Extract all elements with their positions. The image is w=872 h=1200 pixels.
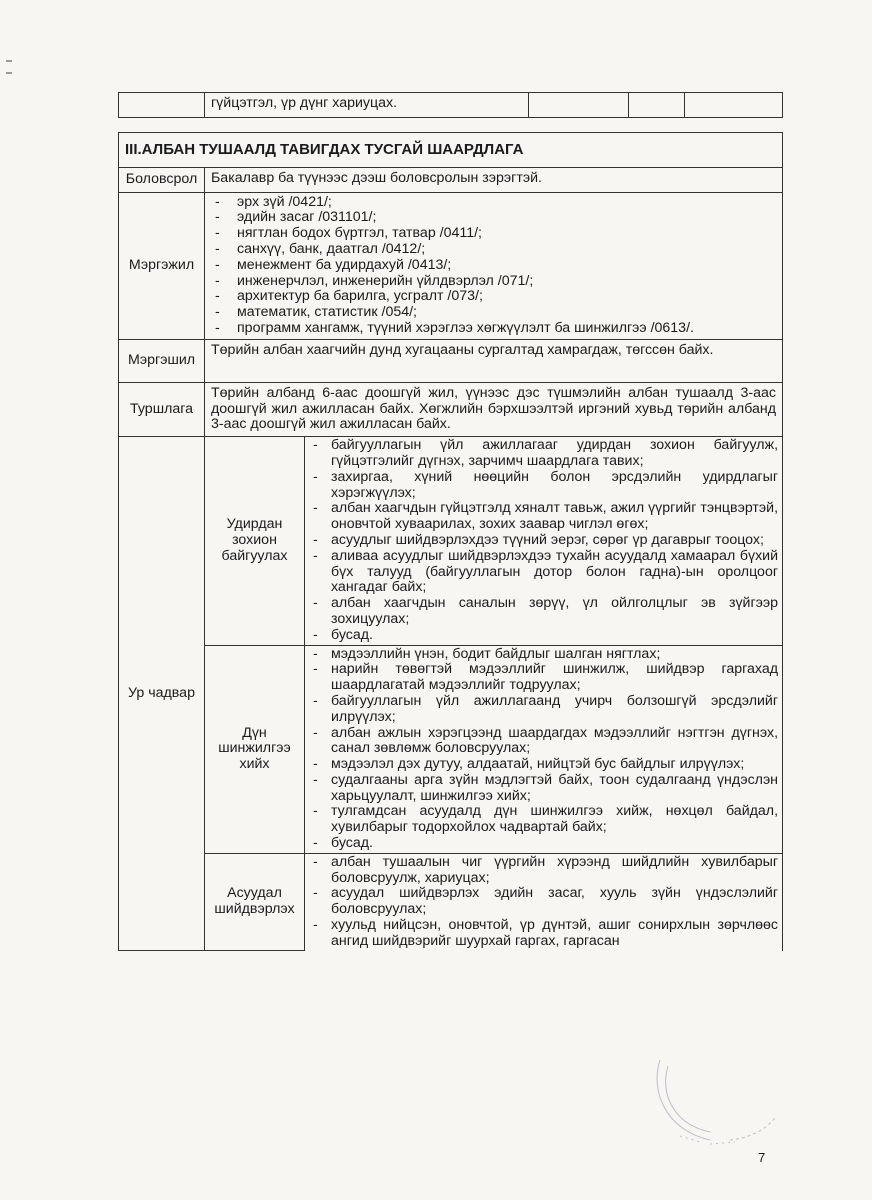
section-title: III.АЛБАН ТУШААЛД ТАВИГДАХ ТУСГАЙ ШААРДЛАГА bbox=[119, 133, 783, 168]
skill-list bbox=[305, 854, 782, 951]
skill-item: - албан хаагчдын гүйцэтгэлд хяналт тавьж, ажил үүргийг тэнцвэртэй, оновчтой хуваарилах, зохих заавар чиглэл өгөх; bbox=[309, 501, 778, 533]
profession-item: - эдийн засаг /031101/; bbox=[213, 210, 776, 226]
section-title-row bbox=[119, 133, 783, 168]
profession-item: - инженерчлэл, инженерийн үйлдвэрлэл /071/; bbox=[213, 274, 776, 290]
skill-item: - байгууллагын үйл ажиллагаанд учирч болзошгүй эрсдэлийг илрүүлэх; bbox=[309, 694, 778, 726]
education-label: Боловсрол bbox=[119, 167, 205, 192]
carryover-row bbox=[119, 93, 783, 118]
carryover-text: гүйцэтгэл, үр дүнг хариуцах. bbox=[205, 93, 529, 118]
qualification-row bbox=[119, 339, 783, 382]
spacer-row bbox=[119, 118, 783, 133]
skill-item: - аливаа асуудлыг шийдвэрлэхдээ тухайн асуудалд хамаарал бүхий бүх талууд (байгууллагын дотор болон гадна)-ын оролцоог хангадаг байх; bbox=[309, 549, 778, 596]
qualification-value: Төрийн албан хаагчийн дунд хугацааны сургалтад хамрагдаж, төгссөн байх. bbox=[205, 339, 783, 382]
skill-list bbox=[305, 437, 782, 644]
education-value: Бакалавр ба түүнээс дээш боловсролын зэрэгтэй. bbox=[205, 167, 783, 192]
skill-list bbox=[305, 646, 782, 853]
skill-item: - албан хаагчдын саналын зөрүү, үл ойлголцлыг эв зүйгээр зохицуулах; bbox=[309, 596, 778, 628]
skill-item: - мэдээллийн үнэн, бодит байдлыг шалган нягтлах; bbox=[309, 647, 778, 663]
experience-row bbox=[119, 382, 783, 436]
skill-item: - тулгамдсан асуудалд дүн шинжилгээ хийж, нөхцөл байдал, хувилбарыг тодорхойлох чадвартай байх; bbox=[309, 804, 778, 836]
skill-item: - асуудал шийдвэрлэх эдийн засаг, хууль зүйн үндэслэлийг боловсруулах; bbox=[309, 886, 778, 918]
skill-item: - бусад. bbox=[309, 836, 778, 852]
skills-row-analysis bbox=[119, 645, 783, 853]
skill-group-label: Дүн шинжилгээ хийх bbox=[205, 645, 305, 853]
profession-item: - архитектур ба барилга, усгралт /073/; bbox=[213, 289, 776, 305]
profession-item: - математик, статистик /054/; bbox=[213, 305, 776, 321]
skill-item: - байгууллагын үйл ажиллагааг удирдан зохион байгуулж, гүйцэтгэлийг дүгнэх, зарчимч шаардлага тавих; bbox=[309, 438, 778, 470]
skill-group-label: Удирдан зохион байгуулах bbox=[205, 437, 305, 645]
skills-row-problem-solving bbox=[119, 853, 783, 950]
stamp-seal bbox=[640, 1040, 790, 1150]
qualification-label: Мэргэшил bbox=[119, 339, 205, 382]
skills-label: Ур чадвар bbox=[119, 437, 205, 951]
requirements-table bbox=[118, 92, 783, 951]
profession-item: - программ хангамж, түүний хэрэглээ хөгжүүлэлт ба шинжилгээ /0613/. bbox=[213, 321, 776, 337]
scan-edge-mark bbox=[6, 60, 12, 62]
profession-row bbox=[119, 192, 783, 339]
skill-item: - хуульд нийцсэн, оновчтой, үр дүнтэй, ашиг сонирхлын зөрчлөөс ангид шийдвэрийг шуурхай гаргах, гаргасан bbox=[309, 918, 778, 950]
profession-list bbox=[205, 193, 782, 339]
profession-label: Мэргэжил bbox=[119, 192, 205, 339]
profession-item: - нягтлан бодох бүртгэл, татвар /0411/; bbox=[213, 226, 776, 242]
skill-item: - асуудлыг шийдвэрлэхдээ түүний эерэг, сөрөг үр дагаврыг тооцох; bbox=[309, 533, 778, 549]
profession-item: - эрх зүй /0421/; bbox=[213, 195, 776, 211]
profession-item: - менежмент ба удирдахуй /0413/; bbox=[213, 258, 776, 274]
skill-item: - албан ажлын хэрэгцээнд шаардагдах мэдээллийг нэгтгэн дүгнэх, санал зөвлөмж боловсруулах; bbox=[309, 726, 778, 758]
skill-item: - мэдээлэл дэх дутуу, алдаатай, нийцтэй бус байдлыг илрүүлэх; bbox=[309, 757, 778, 773]
education-row bbox=[119, 167, 783, 192]
experience-label: Туршлага bbox=[119, 382, 205, 436]
skill-item: - бусад. bbox=[309, 628, 778, 644]
page-number: 7 bbox=[758, 1150, 766, 1165]
skill-group-label: Асуудал шийдвэрлэх bbox=[205, 853, 305, 950]
profession-item: - санхүү, банк, даатгал /0412/; bbox=[213, 242, 776, 258]
skills-row-leadership bbox=[119, 437, 783, 645]
skill-item: - албан тушаалын чиг үүргийн хүрээнд шийдлийн хувилбарыг боловсруулж, хариуцах; bbox=[309, 855, 778, 887]
skill-item: - судалгааны арга зүйн мэдлэгтэй байх, тоон судалгаанд үндэслэн харьцуулалт, шинжилгээ хийх; bbox=[309, 773, 778, 805]
experience-value: Төрийн албанд 6-аас доошгүй жил, үүнээс дэс түшмэлийн албан тушаалд 3-аас доошгүй жил ажилласан байх. Хөгжлийн бэрхшээлтэй иргэний хувьд төрийн албанд 3-аас доошгүй жил ажилласан байх. bbox=[205, 382, 783, 436]
skill-item: - нарийн төвөгтэй мэдээллийг шинжилж, шийдвэр гаргахад шаардлагатай мэдээллийг тодруулах; bbox=[309, 662, 778, 694]
scan-edge-mark bbox=[6, 72, 12, 74]
skill-item: - захиргаа, хүний нөөцийн болон эрсдэлийн удирдлагыг хэрэгжүүлэх; bbox=[309, 470, 778, 502]
